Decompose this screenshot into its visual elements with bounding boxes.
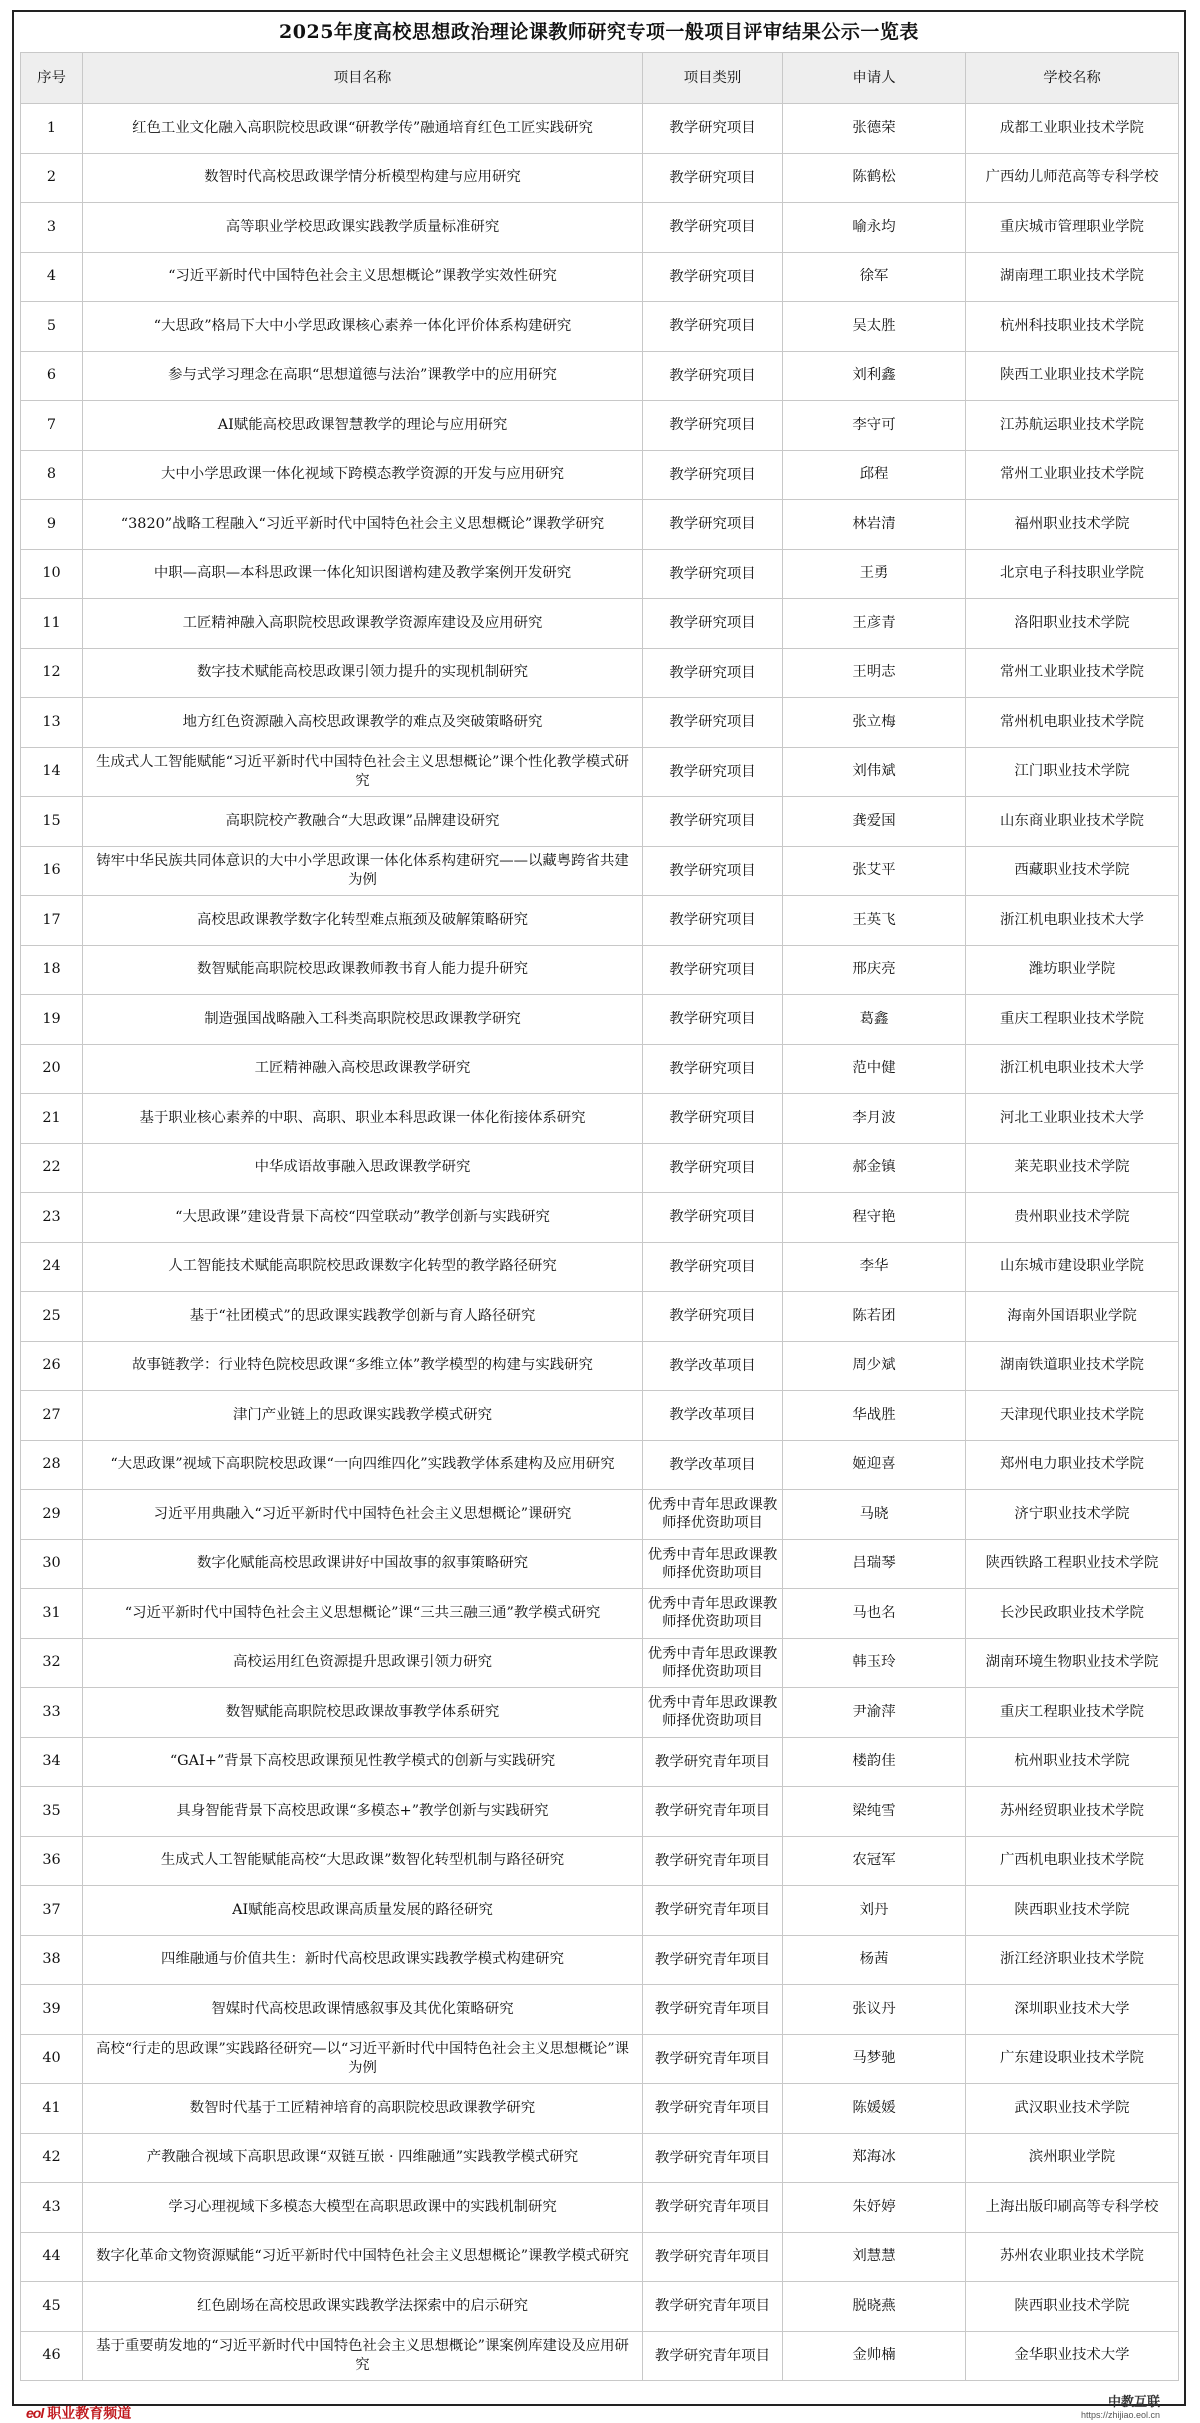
cell-index: 44 (21, 2232, 83, 2282)
table-row (21, 2331, 1179, 2381)
cell-school: 湖南环境生物职业技术学院 (966, 1638, 1179, 1688)
table-row (21, 104, 1179, 154)
cell-school: 重庆工程职业技术学院 (966, 1688, 1179, 1738)
cell-school: 杭州职业技术学院 (966, 1737, 1179, 1787)
cell-project-type: 教学研究青年项目 (643, 1737, 783, 1787)
cell-project-name: 大中小学思政课一体化视域下跨模态教学资源的开发与应用研究 (83, 450, 643, 500)
cell-project-name: 中职—高职—本科思政课一体化知识图谱构建及教学案例开发研究 (83, 549, 643, 599)
table-row (21, 1242, 1179, 1292)
cell-project-type: 教学研究项目 (643, 896, 783, 946)
cell-applicant: 范中健 (783, 1044, 966, 1094)
channel-name: 职业教育频道 (47, 2405, 132, 2421)
table-row (21, 896, 1179, 946)
cell-project-name: 产教融合视域下高职思政课“双链互嵌 · 四维融通”实践教学模式研究 (83, 2133, 643, 2183)
table-row (21, 1490, 1179, 1540)
cell-index: 39 (21, 1985, 83, 2035)
cell-index: 45 (21, 2282, 83, 2332)
cell-applicant: 王明志 (783, 648, 966, 698)
cell-school: 杭州科技职业技术学院 (966, 302, 1179, 352)
cell-school: 江门职业技术学院 (966, 747, 1179, 797)
table-row (21, 797, 1179, 847)
cell-index: 20 (21, 1044, 83, 1094)
cell-school: 西藏职业技术学院 (966, 846, 1179, 896)
cell-project-name: 数智赋能高职院校思政课教师教书育人能力提升研究 (83, 945, 643, 995)
cell-school: 陕西职业技术学院 (966, 1886, 1179, 1936)
cell-index: 23 (21, 1193, 83, 1243)
cell-applicant: 李华 (783, 1242, 966, 1292)
cell-project-name: 数字技术赋能高校思政课引领力提升的实现机制研究 (83, 648, 643, 698)
cell-applicant: 马晓 (783, 1490, 966, 1540)
cell-project-name: 习近平用典融入“习近平新时代中国特色社会主义思想概论”课研究 (83, 1490, 643, 1540)
cell-project-type: 教学研究青年项目 (643, 1787, 783, 1837)
cell-project-name: 津门产业链上的思政课实践教学模式研究 (83, 1391, 643, 1441)
cell-project-type: 教学研究项目 (643, 401, 783, 451)
cell-project-name: 四维融通与价值共生：新时代高校思政课实践教学模式构建研究 (83, 1935, 643, 1985)
cell-project-type: 教学研究项目 (643, 599, 783, 649)
table-row (21, 648, 1179, 698)
cell-project-type: 教学研究项目 (643, 1044, 783, 1094)
cell-project-type: 教学改革项目 (643, 1440, 783, 1490)
cell-project-type: 优秀中青年思政课教师择优资助项目 (643, 1539, 783, 1589)
cell-index: 17 (21, 896, 83, 946)
cell-project-type: 教学研究项目 (643, 549, 783, 599)
cell-index: 5 (21, 302, 83, 352)
cell-project-type: 教学研究项目 (643, 500, 783, 550)
cell-applicant: 朱妤婷 (783, 2183, 966, 2233)
cell-applicant: 尹渝萍 (783, 1688, 966, 1738)
cell-school: 苏州经贸职业技术学院 (966, 1787, 1179, 1837)
cell-project-name: 红色工业文化融入高职院校思政课“研教学传”融通培育红色工匠实践研究 (83, 104, 643, 154)
table-row (21, 450, 1179, 500)
cell-school: 贵州职业技术学院 (966, 1193, 1179, 1243)
cell-applicant: 张艾平 (783, 846, 966, 896)
cell-applicant: 韩玉玲 (783, 1638, 966, 1688)
cell-applicant: 楼韵佳 (783, 1737, 966, 1787)
cell-project-name: 高校思政课教学数字化转型难点瓶颈及破解策略研究 (83, 896, 643, 946)
cell-index: 19 (21, 995, 83, 1045)
cell-project-type: 优秀中青年思政课教师择优资助项目 (643, 1589, 783, 1639)
cell-school: 上海出版印刷高等专科学校 (966, 2183, 1179, 2233)
cell-index: 24 (21, 1242, 83, 1292)
cell-project-type: 教学研究项目 (643, 351, 783, 401)
table-row (21, 2133, 1179, 2183)
cell-index: 31 (21, 1589, 83, 1639)
cell-school: 潍坊职业学院 (966, 945, 1179, 995)
table-row (21, 1589, 1179, 1639)
cell-project-name: “大思政课”建设背景下高校“四堂联动”教学创新与实践研究 (83, 1193, 643, 1243)
cell-school: 陕西工业职业技术学院 (966, 351, 1179, 401)
cell-project-type: 教学研究青年项目 (643, 2183, 783, 2233)
cell-applicant: 陈若团 (783, 1292, 966, 1342)
cell-applicant: 徐军 (783, 252, 966, 302)
cell-school: 陕西职业技术学院 (966, 2282, 1179, 2332)
cell-school: 济宁职业技术学院 (966, 1490, 1179, 1540)
cell-index: 2 (21, 153, 83, 203)
cell-applicant: 姬迎喜 (783, 1440, 966, 1490)
table-row (21, 1341, 1179, 1391)
header-index: 序号 (21, 53, 83, 104)
cell-project-name: 红色剧场在高校思政课实践教学法探索中的启示研究 (83, 2282, 643, 2332)
cell-index: 29 (21, 1490, 83, 1540)
cell-project-type: 优秀中青年思政课教师择优资助项目 (643, 1490, 783, 1540)
cell-project-type: 教学研究项目 (643, 1193, 783, 1243)
table-header-row (21, 53, 1179, 104)
cell-applicant: 周少斌 (783, 1341, 966, 1391)
table-row (21, 2232, 1179, 2282)
cell-applicant: 邱程 (783, 450, 966, 500)
cell-index: 43 (21, 2183, 83, 2233)
cell-project-name: 地方红色资源融入高校思政课教学的难点及突破策略研究 (83, 698, 643, 748)
cell-school: 江苏航运职业技术学院 (966, 401, 1179, 451)
cell-project-name: 中华成语故事融入思政课教学研究 (83, 1143, 643, 1193)
cell-school: 湖南铁道职业技术学院 (966, 1341, 1179, 1391)
cell-project-name: 学习心理视域下多模态大模型在高职思政课中的实践机制研究 (83, 2183, 643, 2233)
cell-index: 18 (21, 945, 83, 995)
cell-project-type: 教学研究青年项目 (643, 2034, 783, 2084)
cell-applicant: 吕瑞琴 (783, 1539, 966, 1589)
cell-index: 9 (21, 500, 83, 550)
table-row (21, 302, 1179, 352)
cell-applicant: 林岩清 (783, 500, 966, 550)
cell-project-type: 教学研究项目 (643, 1242, 783, 1292)
eol-logo-mark: eol (26, 2405, 44, 2421)
cell-applicant: 脱晓燕 (783, 2282, 966, 2332)
cell-index: 26 (21, 1341, 83, 1391)
cell-school: 常州工业职业技术学院 (966, 450, 1179, 500)
cell-applicant: 农冠军 (783, 1836, 966, 1886)
table-row (21, 203, 1179, 253)
cell-index: 30 (21, 1539, 83, 1589)
table-row (21, 1143, 1179, 1193)
cell-school: 湖南理工职业技术学院 (966, 252, 1179, 302)
cell-project-type: 教学改革项目 (643, 1341, 783, 1391)
table-row (21, 1193, 1179, 1243)
cell-index: 46 (21, 2331, 83, 2381)
cell-school: 天津现代职业技术学院 (966, 1391, 1179, 1441)
cell-applicant: 梁纯雪 (783, 1787, 966, 1837)
cell-project-name: 铸牢中华民族共同体意识的大中小学思政课一体化体系构建研究——以藏粤跨省共建为例 (83, 846, 643, 896)
table-row (21, 698, 1179, 748)
cell-project-type: 教学研究项目 (643, 104, 783, 154)
table-row (21, 1539, 1179, 1589)
cell-project-type: 教学研究项目 (643, 747, 783, 797)
cell-index: 6 (21, 351, 83, 401)
cell-project-type: 教学研究青年项目 (643, 1886, 783, 1936)
cell-applicant: 吴太胜 (783, 302, 966, 352)
table-row (21, 252, 1179, 302)
cell-index: 12 (21, 648, 83, 698)
cell-index: 22 (21, 1143, 83, 1193)
cell-project-name: 工匠精神融入高校思政课教学研究 (83, 1044, 643, 1094)
cell-school: 广西幼儿师范高等专科学校 (966, 153, 1179, 203)
cell-project-name: 基于“社团模式”的思政课实践教学创新与育人路径研究 (83, 1292, 643, 1342)
cell-index: 13 (21, 698, 83, 748)
cell-index: 41 (21, 2084, 83, 2134)
table-row (21, 1094, 1179, 1144)
cell-project-type: 教学研究青年项目 (643, 2084, 783, 2134)
cell-project-type: 教学研究项目 (643, 450, 783, 500)
cell-project-type: 教学研究青年项目 (643, 2232, 783, 2282)
cell-project-name: 高校“行走的思政课”实践路径研究—以“习近平新时代中国特色社会主义思想概论”课为例 (83, 2034, 643, 2084)
cell-school: 常州机电职业技术学院 (966, 698, 1179, 748)
cell-project-name: 高校运用红色资源提升思政课引领力研究 (83, 1638, 643, 1688)
cell-project-name: 人工智能技术赋能高职院校思政课数字化转型的教学路径研究 (83, 1242, 643, 1292)
table-row (21, 1688, 1179, 1738)
cell-school: 广西机电职业技术学院 (966, 1836, 1179, 1886)
cell-school: 郑州电力职业技术学院 (966, 1440, 1179, 1490)
cell-project-type: 教学研究青年项目 (643, 2133, 783, 2183)
table-row (21, 153, 1179, 203)
cell-school: 深圳职业技术大学 (966, 1985, 1179, 2035)
cell-project-name: 基于重要萌发地的“习近平新时代中国特色社会主义思想概论”课案例库建设及应用研究 (83, 2331, 643, 2381)
cell-applicant: 郑海冰 (783, 2133, 966, 2183)
cell-index: 38 (21, 1935, 83, 1985)
table-row (21, 1737, 1179, 1787)
table-row (21, 846, 1179, 896)
zhijiao-logo-url: https://zhijiao.eol.cn (1080, 2410, 1160, 2420)
table-row (21, 995, 1179, 1045)
cell-project-name: 数智时代基于工匠精神培育的高职院校思政课教学研究 (83, 2084, 643, 2134)
page-footer (12, 2394, 1186, 2421)
table-row (21, 2183, 1179, 2233)
cell-index: 8 (21, 450, 83, 500)
cell-school: 浙江经济职业技术学院 (966, 1935, 1179, 1985)
header-applicant: 申请人 (783, 53, 966, 104)
cell-applicant: 杨茜 (783, 1935, 966, 1985)
cell-project-type: 教学研究青年项目 (643, 1935, 783, 1985)
cell-applicant: 王勇 (783, 549, 966, 599)
cell-applicant: 刘丹 (783, 1886, 966, 1936)
cell-index: 35 (21, 1787, 83, 1837)
cell-school: 陕西铁路工程职业技术学院 (966, 1539, 1179, 1589)
cell-applicant: 李守可 (783, 401, 966, 451)
cell-project-type: 教学研究项目 (643, 698, 783, 748)
cell-project-name: AI赋能高校思政课高质量发展的路径研究 (83, 1886, 643, 1936)
cell-project-name: AI赋能高校思政课智慧教学的理论与应用研究 (83, 401, 643, 451)
document-frame (12, 10, 1186, 2406)
cell-school: 滨州职业学院 (966, 2133, 1179, 2183)
table-row (21, 500, 1179, 550)
cell-project-type: 教学研究项目 (643, 945, 783, 995)
cell-school: 苏州农业职业技术学院 (966, 2232, 1179, 2282)
cell-project-name: “习近平新时代中国特色社会主义思想概论”课“三共三融三通”教学模式研究 (83, 1589, 643, 1639)
cell-index: 14 (21, 747, 83, 797)
cell-index: 4 (21, 252, 83, 302)
cell-project-type: 教学研究青年项目 (643, 2331, 783, 2381)
table-row (21, 351, 1179, 401)
cell-index: 37 (21, 1886, 83, 1936)
cell-applicant: 陈鹤松 (783, 153, 966, 203)
eol-channel-logo (26, 2403, 131, 2423)
cell-project-type: 教学研究项目 (643, 797, 783, 847)
table-row (21, 2282, 1179, 2332)
cell-project-type: 教学研究项目 (643, 846, 783, 896)
cell-index: 11 (21, 599, 83, 649)
cell-school: 山东商业职业技术学院 (966, 797, 1179, 847)
cell-school: 莱芜职业技术学院 (966, 1143, 1179, 1193)
table-row (21, 1440, 1179, 1490)
cell-index: 7 (21, 401, 83, 451)
cell-project-name: 数字化革命文物资源赋能“习近平新时代中国特色社会主义思想概论”课教学模式研究 (83, 2232, 643, 2282)
table-row (21, 2084, 1179, 2134)
cell-index: 27 (21, 1391, 83, 1441)
table-row (21, 1836, 1179, 1886)
cell-school: 河北工业职业技术大学 (966, 1094, 1179, 1144)
cell-project-name: “习近平新时代中国特色社会主义思想概论”课教学实效性研究 (83, 252, 643, 302)
cell-project-type: 教学研究项目 (643, 203, 783, 253)
cell-project-name: 高职院校产教融合“大思政课”品牌建设研究 (83, 797, 643, 847)
cell-index: 16 (21, 846, 83, 896)
cell-applicant: 龚爱国 (783, 797, 966, 847)
cell-project-type: 教学研究项目 (643, 995, 783, 1045)
cell-project-type: 教学研究项目 (643, 302, 783, 352)
cell-project-type: 教学研究青年项目 (643, 2282, 783, 2332)
cell-school: 重庆城市管理职业学院 (966, 203, 1179, 253)
cell-applicant: 郝金镇 (783, 1143, 966, 1193)
table-row (21, 945, 1179, 995)
cell-applicant: 刘慧慧 (783, 2232, 966, 2282)
cell-project-name: 制造强国战略融入工科类高职院校思政课教学研究 (83, 995, 643, 1045)
cell-school: 洛阳职业技术学院 (966, 599, 1179, 649)
cell-project-name: “3820”战略工程融入“习近平新时代中国特色社会主义思想概论”课教学研究 (83, 500, 643, 550)
cell-project-name: 数智时代高校思政课学情分析模型构建与应用研究 (83, 153, 643, 203)
cell-project-name: “GAI+”背景下高校思政课预见性教学模式的创新与实践研究 (83, 1737, 643, 1787)
cell-project-type: 优秀中青年思政课教师择优资助项目 (643, 1688, 783, 1738)
cell-project-type: 教学研究项目 (643, 648, 783, 698)
table-row (21, 1638, 1179, 1688)
cell-index: 42 (21, 2133, 83, 2183)
cell-school: 福州职业技术学院 (966, 500, 1179, 550)
cell-applicant: 张立梅 (783, 698, 966, 748)
cell-project-name: 数智赋能高职院校思政课故事教学体系研究 (83, 1688, 643, 1738)
cell-applicant: 马梦驰 (783, 2034, 966, 2084)
cell-index: 1 (21, 104, 83, 154)
cell-applicant: 金帅楠 (783, 2331, 966, 2381)
page-title: 2025年度高校思想政治理论课教师研究专项一般项目评审结果公示一览表 (279, 21, 919, 43)
cell-applicant: 陈媛媛 (783, 2084, 966, 2134)
cell-project-name: 具身智能背景下高校思政课“多模态+”教学创新与实践研究 (83, 1787, 643, 1837)
cell-project-type: 教学研究项目 (643, 153, 783, 203)
cell-project-type: 教学研究项目 (643, 1292, 783, 1342)
header-project-name: 项目名称 (83, 53, 643, 104)
cell-project-type: 教学研究项目 (643, 1143, 783, 1193)
cell-project-type: 优秀中青年思政课教师择优资助项目 (643, 1638, 783, 1688)
cell-project-name: 生成式人工智能赋能“习近平新时代中国特色社会主义思想概论”课个性化教学模式研究 (83, 747, 643, 797)
cell-applicant: 喻永均 (783, 203, 966, 253)
cell-index: 25 (21, 1292, 83, 1342)
table-row (21, 1886, 1179, 1936)
cell-school: 常州工业职业技术学院 (966, 648, 1179, 698)
cell-project-type: 教学研究项目 (643, 252, 783, 302)
cell-applicant: 华战胜 (783, 1391, 966, 1441)
zhijiao-logo-name: 中教互联 (1107, 2394, 1160, 2409)
cell-project-name: 高等职业学校思政课实践教学质量标准研究 (83, 203, 643, 253)
cell-project-type: 教学研究项目 (643, 1094, 783, 1144)
cell-project-name: “大思政课”视域下高职院校思政课“一向四维四化”实践教学体系建构及应用研究 (83, 1440, 643, 1490)
cell-index: 28 (21, 1440, 83, 1490)
cell-applicant: 邢庆亮 (783, 945, 966, 995)
cell-applicant: 王英飞 (783, 896, 966, 946)
table-row (21, 1391, 1179, 1441)
table-row (21, 1787, 1179, 1837)
cell-project-type: 教学改革项目 (643, 1391, 783, 1441)
table-row (21, 1935, 1179, 1985)
cell-applicant: 马也名 (783, 1589, 966, 1639)
table-row (21, 1985, 1179, 2035)
cell-project-type: 教学研究青年项目 (643, 1836, 783, 1886)
cell-project-name: 参与式学习理念在高职“思想道德与法治”课教学中的应用研究 (83, 351, 643, 401)
cell-school: 金华职业技术大学 (966, 2331, 1179, 2381)
table-body (21, 104, 1179, 2381)
cell-applicant: 刘伟斌 (783, 747, 966, 797)
cell-index: 21 (21, 1094, 83, 1144)
table-row (21, 2034, 1179, 2084)
cell-applicant: 刘利鑫 (783, 351, 966, 401)
cell-project-name: 故事链教学：行业特色院校思政课“多维立体”教学模型的构建与实践研究 (83, 1341, 643, 1391)
cell-applicant: 张德荣 (783, 104, 966, 154)
cell-school: 重庆工程职业技术学院 (966, 995, 1179, 1045)
table-row (21, 1292, 1179, 1342)
cell-project-name: 基于职业核心素养的中职、高职、职业本科思政课一体化衔接体系研究 (83, 1094, 643, 1144)
cell-index: 32 (21, 1638, 83, 1688)
table-row (21, 1044, 1179, 1094)
cell-school: 海南外国语职业学院 (966, 1292, 1179, 1342)
cell-project-name: “大思政”格局下大中小学思政课核心素养一体化评价体系构建研究 (83, 302, 643, 352)
cell-index: 10 (21, 549, 83, 599)
header-school: 学校名称 (966, 53, 1179, 104)
table-row (21, 401, 1179, 451)
cell-index: 15 (21, 797, 83, 847)
cell-index: 33 (21, 1688, 83, 1738)
cell-index: 36 (21, 1836, 83, 1886)
header-project-type: 项目类别 (643, 53, 783, 104)
cell-school: 广东建设职业技术学院 (966, 2034, 1179, 2084)
cell-applicant: 王彦青 (783, 599, 966, 649)
cell-index: 3 (21, 203, 83, 253)
cell-school: 武汉职业技术学院 (966, 2084, 1179, 2134)
table-row (21, 747, 1179, 797)
cell-project-type: 教学研究青年项目 (643, 1985, 783, 2035)
cell-school: 长沙民政职业技术学院 (966, 1589, 1179, 1639)
cell-applicant: 葛鑫 (783, 995, 966, 1045)
cell-school: 浙江机电职业技术大学 (966, 896, 1179, 946)
cell-applicant: 张议丹 (783, 1985, 966, 2035)
zhijiao-logo (1081, 2394, 1160, 2421)
results-table (20, 52, 1179, 2381)
cell-applicant: 程守艳 (783, 1193, 966, 1243)
cell-project-name: 数字化赋能高校思政课讲好中国故事的叙事策略研究 (83, 1539, 643, 1589)
cell-index: 34 (21, 1737, 83, 1787)
cell-project-name: 智媒时代高校思政课情感叙事及其优化策略研究 (83, 1985, 643, 2035)
cell-school: 浙江机电职业技术大学 (966, 1044, 1179, 1094)
cell-school: 北京电子科技职业学院 (966, 549, 1179, 599)
cell-project-name: 生成式人工智能赋能高校“大思政课”数智化转型机制与路径研究 (83, 1836, 643, 1886)
table-row (21, 549, 1179, 599)
cell-applicant: 李月波 (783, 1094, 966, 1144)
cell-school: 山东城市建设职业学院 (966, 1242, 1179, 1292)
cell-school: 成都工业职业技术学院 (966, 104, 1179, 154)
cell-index: 40 (21, 2034, 83, 2084)
cell-project-name: 工匠精神融入高职院校思政课教学资源库建设及应用研究 (83, 599, 643, 649)
table-row (21, 599, 1179, 649)
